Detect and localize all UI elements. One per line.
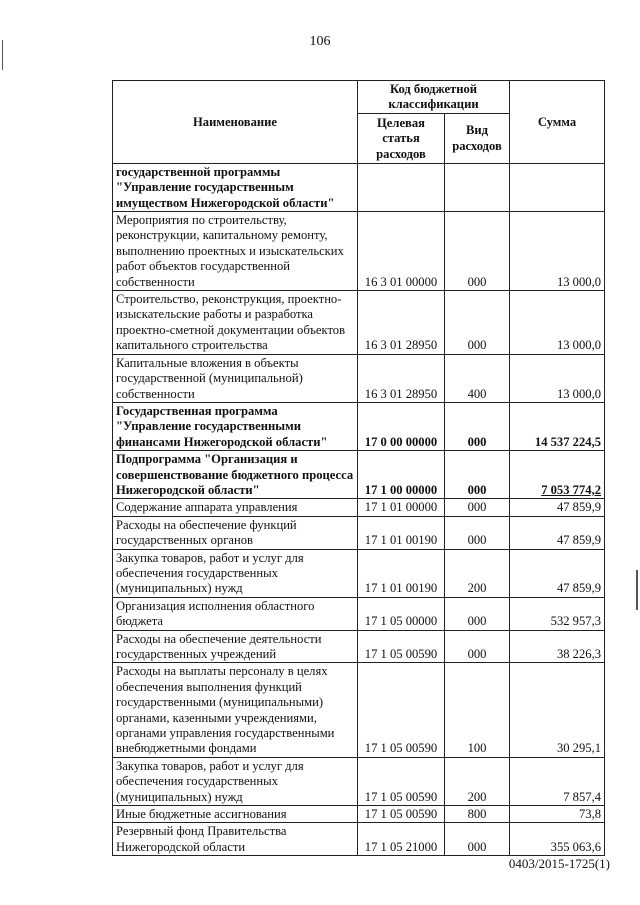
row-code: 17 1 00 00000 xyxy=(358,451,445,499)
row-code: 16 3 01 28950 xyxy=(358,291,445,355)
row-name: Организация исполнения областного бюджета xyxy=(113,597,358,630)
header-sum: Сумма xyxy=(510,81,605,164)
row-code: 17 0 00 00000 xyxy=(358,402,445,450)
row-code: 17 1 05 00590 xyxy=(358,663,445,757)
row-sum: 47 859,9 xyxy=(510,499,605,516)
scan-edge-mark xyxy=(636,570,638,610)
table-row xyxy=(113,291,605,355)
row-kind: 800 xyxy=(445,806,510,823)
row-name: Резервный фонд Правительства Нижегородской области xyxy=(113,823,358,856)
row-kind: 000 xyxy=(445,291,510,355)
budget-table xyxy=(112,80,605,856)
table-row xyxy=(113,597,605,630)
header-code-group: Код бюджетной классификации xyxy=(358,81,510,114)
row-sum: 7 857,4 xyxy=(510,757,605,805)
row-name: Государственная программа "Управление государственными финансами Нижегородской области" xyxy=(113,402,358,450)
row-sum: 30 295,1 xyxy=(510,663,605,757)
row-sum: 47 859,9 xyxy=(510,549,605,597)
row-kind: 000 xyxy=(445,630,510,663)
document-code: 0403/2015-1725(1) xyxy=(508,856,610,871)
table-row xyxy=(113,823,605,856)
row-name: Содержание аппарата управления xyxy=(113,499,358,516)
table-row xyxy=(113,499,605,516)
row-code: 16 3 01 28950 xyxy=(358,354,445,402)
row-kind: 000 xyxy=(445,402,510,450)
table-row xyxy=(113,163,605,211)
row-name: Закупка товаров, работ и услуг для обеспечения государственных (муниципальных) нужд xyxy=(113,549,358,597)
row-sum: 73,8 xyxy=(510,806,605,823)
row-code: 17 1 05 00000 xyxy=(358,597,445,630)
row-sum: 355 063,6 xyxy=(510,823,605,856)
row-code: 17 1 05 21000 xyxy=(358,823,445,856)
table-row xyxy=(113,354,605,402)
scan-edge-mark xyxy=(2,40,3,70)
row-sum-value: 7 053 774,2 xyxy=(541,482,602,497)
table-row xyxy=(113,630,605,663)
row-kind: 200 xyxy=(445,757,510,805)
row-code: 16 3 01 00000 xyxy=(358,212,445,291)
row-sum: 13 000,0 xyxy=(510,291,605,355)
table-row xyxy=(113,212,605,291)
row-kind: 000 xyxy=(445,499,510,516)
row-code: 17 1 05 00590 xyxy=(358,630,445,663)
row-sum: 47 859,9 xyxy=(510,516,605,549)
row-sum: 14 537 224,5 xyxy=(510,402,605,450)
row-kind: 100 xyxy=(445,663,510,757)
row-code: 17 1 01 00190 xyxy=(358,516,445,549)
page-number: 106 xyxy=(309,34,331,49)
row-sum: 532 957,3 xyxy=(510,597,605,630)
table-row xyxy=(113,663,605,757)
row-sum xyxy=(510,451,605,499)
row-sum: 13 000,0 xyxy=(510,354,605,402)
row-kind: 200 xyxy=(445,549,510,597)
row-kind: 400 xyxy=(445,354,510,402)
row-name: Мероприятия по строительству, реконструкции, капитальному ремонту, выполнению проектных и изыскательских работ объектов государственной собственности xyxy=(113,212,358,291)
table-row xyxy=(113,806,605,823)
row-kind: 000 xyxy=(445,516,510,549)
header-target: Целевая статья расходов xyxy=(358,113,445,163)
row-sum: 13 000,0 xyxy=(510,212,605,291)
row-kind: 000 xyxy=(445,212,510,291)
header-kind: Вид расходов xyxy=(445,113,510,163)
row-name: Расходы на выплаты персоналу в целях обеспечения выполнения функций государственными (муниципальными) органами, казенными учреждениями, органами управления государственными внебюджетными фондами xyxy=(113,663,358,757)
row-sum xyxy=(510,163,605,211)
table-row xyxy=(113,757,605,805)
row-name: Иные бюджетные ассигнования xyxy=(113,806,358,823)
row-name: Расходы на обеспечение деятельности государственных учреждений xyxy=(113,630,358,663)
row-code: 17 1 01 00190 xyxy=(358,549,445,597)
row-name: Расходы на обеспечение функций государственных органов xyxy=(113,516,358,549)
table-row xyxy=(113,402,605,450)
table-row xyxy=(113,451,605,499)
row-name: Капитальные вложения в объекты государственной (муниципальной) собственности xyxy=(113,354,358,402)
header-name: Наименование xyxy=(113,81,358,164)
row-kind: 000 xyxy=(445,823,510,856)
row-kind xyxy=(445,163,510,211)
row-name: Строительство, реконструкция, проектно-изыскательские работы и разработка проектно-сметной документации объектов капитального строительства xyxy=(113,291,358,355)
row-name: Закупка товаров, работ и услуг для обеспечения государственных (муниципальных) нужд xyxy=(113,757,358,805)
row-name: Подпрограмма "Организация и совершенствование бюджетного процесса Нижегородской области" xyxy=(113,451,358,499)
row-kind: 000 xyxy=(445,451,510,499)
row-sum: 38 226,3 xyxy=(510,630,605,663)
row-code xyxy=(358,163,445,211)
table-row xyxy=(113,549,605,597)
row-kind: 000 xyxy=(445,597,510,630)
row-code: 17 1 05 00590 xyxy=(358,757,445,805)
row-code: 17 1 05 00590 xyxy=(358,806,445,823)
row-name: государственной программы "Управление государственным имуществом Нижегородской области" xyxy=(113,163,358,211)
table-row xyxy=(113,516,605,549)
row-code: 17 1 01 00000 xyxy=(358,499,445,516)
